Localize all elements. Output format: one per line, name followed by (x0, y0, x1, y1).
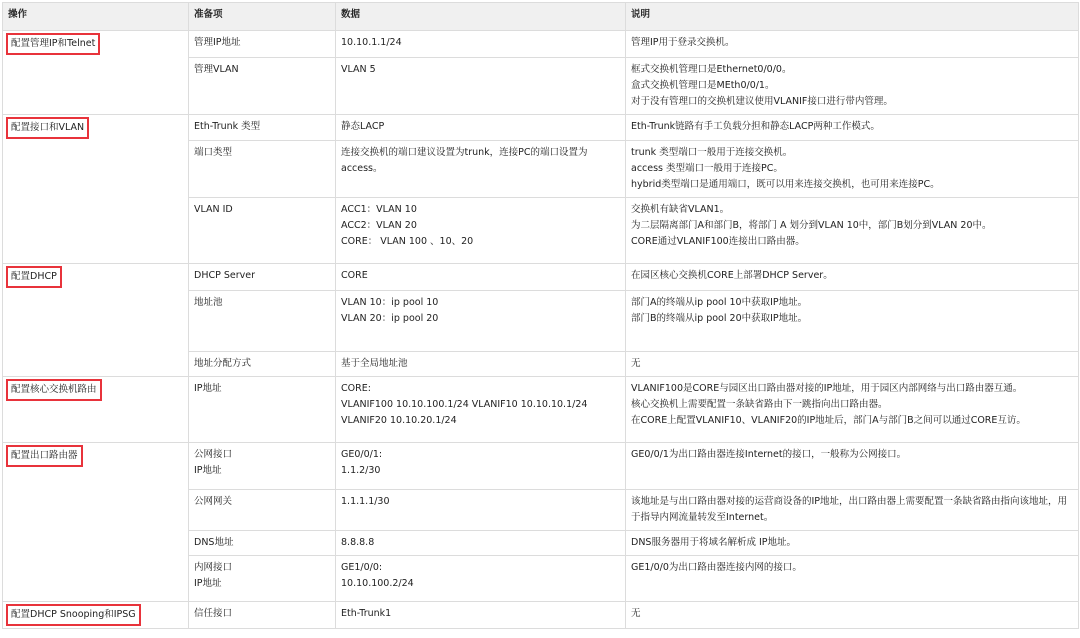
operation-cell (3, 531, 189, 556)
prep-item-cell (189, 602, 336, 629)
description-cell (626, 31, 1079, 58)
table-row (3, 57, 1079, 114)
description-line: 核心交换机上需要配置一条缺省路由下一跳指向出口路由器。 (631, 399, 888, 410)
header-data: 数据 (336, 3, 626, 31)
table-row (3, 31, 1079, 58)
data-cell (336, 490, 626, 531)
prep-item-line: IP地址 (194, 383, 222, 394)
operation-cell (3, 443, 189, 490)
data-line: 1.1.1.1/30 (341, 496, 390, 507)
description-line: 无 (631, 358, 641, 369)
operation-label: 配置DHCP (6, 266, 62, 288)
data-line: 1.1.2/30 (341, 465, 381, 476)
table-row (3, 198, 1079, 264)
data-line: VLAN 5 (341, 63, 376, 75)
data-line: 10.10.1.1/24 (341, 37, 402, 48)
prep-item-line: 地址池 (194, 297, 223, 308)
data-cell (336, 57, 626, 114)
description-text: 该地址是与出口路由器对接的运营商设备的IP地址，出口路由器上需要配置一条缺省路由指向该地址，用于指导内网流量转发至Internet。 (631, 496, 1068, 523)
description-line: CORE通过VLANIF100连接出口路由器。 (631, 236, 805, 247)
description-line: access 类型端口一般用于连接PC。 (631, 163, 783, 174)
data-cell (336, 443, 626, 490)
prep-item-cell (189, 57, 336, 114)
description-cell (626, 531, 1079, 556)
operation-label: 配置核心交换机路由 (6, 379, 102, 401)
prep-item-line: IP地址 (194, 578, 222, 589)
data-line: CORE (341, 270, 368, 281)
data-cell (336, 264, 626, 291)
operation-cell (3, 602, 189, 629)
prep-item-cell (189, 490, 336, 531)
data-line: GE1/0/0: (341, 562, 383, 573)
description-line: 对于没有管理口的交换机建议使用VLANIF接口进行带内管理。 (631, 95, 893, 107)
description-line: 在CORE上配置VLANIF10、VLANIF20的IP地址后，部门A与部门B之间可以通过CORE互访。 (631, 415, 1026, 426)
description-line: 为二层隔离部门A和部门B，将部门 A 划分到VLAN 10中，部门B划分到VLAN 20中。 (631, 220, 992, 231)
data-line: ACC2：VLAN 20 (341, 220, 417, 231)
description-cell (626, 490, 1079, 531)
data-cell (336, 556, 626, 602)
header-operation: 操作 (3, 3, 189, 31)
prep-item-line: DHCP Server (194, 270, 255, 281)
operation-cell (3, 556, 189, 602)
description-cell (626, 57, 1079, 114)
operation-cell (3, 291, 189, 352)
table-row (3, 377, 1079, 443)
config-table (2, 2, 1079, 629)
description-cell (626, 114, 1079, 141)
table-row (3, 556, 1079, 602)
table-row (3, 490, 1079, 531)
description-cell (626, 602, 1079, 629)
description-line: DNS服务器用于将域名解析成 IP地址。 (631, 537, 797, 548)
prep-item-cell (189, 141, 336, 198)
table-row (3, 602, 1079, 629)
description-line: 盒式交换机管理口是MEth0/0/1。 (631, 79, 775, 91)
prep-item-line: VLAN ID (194, 204, 233, 215)
operation-cell (3, 377, 189, 443)
prep-item-cell (189, 31, 336, 58)
data-line: GE0/0/1: (341, 449, 383, 460)
description-line: 框式交换机管理口是Ethernet0/0/0。 (631, 63, 792, 75)
data-line: 静态LACP (341, 120, 385, 132)
operation-label: 配置管理IP和Telnet (6, 33, 100, 55)
table-row (3, 291, 1079, 352)
operation-cell (3, 490, 189, 531)
description-cell (626, 291, 1079, 352)
operation-cell (3, 57, 189, 114)
prep-item-line: 公网接口 (194, 449, 233, 460)
table-row (3, 443, 1079, 490)
description-line: 部门A的终端从ip pool 10中获取IP地址。 (631, 297, 808, 308)
description-line: GE1/0/0为出口路由器连接内网的接口。 (631, 562, 802, 573)
operation-cell (3, 352, 189, 377)
prep-item-line: 管理IP地址 (194, 37, 241, 48)
prep-item-line: 信任接口 (194, 608, 233, 619)
description-cell (626, 198, 1079, 264)
prep-item-cell (189, 531, 336, 556)
data-line: 8.8.8.8 (341, 537, 375, 548)
prep-item-cell (189, 443, 336, 490)
data-cell (336, 352, 626, 377)
prep-item-line: 内网接口 (194, 562, 233, 573)
description-cell (626, 264, 1079, 291)
header-row (3, 3, 1079, 31)
data-text: 连接交换机的端口建议设置为trunk，连接PC的端口设置为access。 (341, 147, 588, 174)
description-line: Eth-Trunk链路有手工负载分担和静态LACP两种工作模式。 (631, 120, 880, 132)
data-line: VLAN 10：ip pool 10 (341, 297, 439, 308)
table-row (3, 531, 1079, 556)
description-cell (626, 556, 1079, 602)
description-line: GE0/0/1为出口路由器连接Internet的接口，一般称为公网接口。 (631, 449, 907, 460)
prep-item-line: 地址分配方式 (194, 358, 252, 369)
data-line: Eth-Trunk1 (341, 608, 392, 619)
data-line: 10.10.100.2/24 (341, 578, 414, 589)
prep-item-line: Eth-Trunk 类型 (194, 120, 261, 132)
data-line: ACC1：VLAN 10 (341, 204, 417, 215)
table-row (3, 114, 1079, 141)
data-line: VLANIF20 10.10.20.1/24 (341, 415, 457, 426)
data-cell (336, 602, 626, 629)
prep-item-cell (189, 264, 336, 291)
data-cell (336, 198, 626, 264)
description-line: 交换机有缺省VLAN1。 (631, 204, 730, 215)
data-line: CORE： VLAN 100 、10、20 (341, 236, 474, 247)
description-line: VLANIF100是CORE与园区出口路由器对接的IP地址，用于园区内部网络与出口路由器互通。 (631, 383, 1023, 394)
data-line: VLAN 20：ip pool 20 (341, 313, 439, 324)
header-prep-item: 准备项 (189, 3, 336, 31)
prep-item-line: 端口类型 (194, 147, 233, 158)
prep-item-line: DNS地址 (194, 537, 234, 548)
data-line: CORE: (341, 383, 371, 394)
operation-cell (3, 264, 189, 291)
header-description: 说明 (626, 3, 1079, 31)
description-line: hybrid类型端口是通用端口，既可以用来连接交换机，也可用来连接PC。 (631, 179, 940, 190)
description-line: 无 (631, 608, 641, 619)
description-cell (626, 377, 1079, 443)
table-row (3, 352, 1079, 377)
operation-label: 配置接口和VLAN (6, 117, 89, 139)
data-cell (336, 377, 626, 443)
prep-item-line: 管理VLAN (194, 63, 239, 75)
data-cell (336, 291, 626, 352)
table-row (3, 264, 1079, 291)
prep-item-line: IP地址 (194, 465, 222, 476)
data-cell (336, 114, 626, 141)
operation-label: 配置DHCP Snooping和IPSG (6, 604, 141, 626)
description-cell (626, 352, 1079, 377)
description-cell (626, 443, 1079, 490)
data-cell (336, 531, 626, 556)
operation-cell (3, 198, 189, 264)
prep-item-cell (189, 352, 336, 377)
description-line: trunk 类型端口一般用于连接交换机。 (631, 147, 793, 158)
data-cell (336, 141, 626, 198)
description-cell (626, 141, 1079, 198)
data-line: VLANIF100 10.10.100.1/24 VLANIF10 10.10.10.1/24 (341, 399, 588, 410)
operation-cell (3, 141, 189, 198)
operation-label: 配置出口路由器 (6, 445, 83, 467)
operation-cell (3, 31, 189, 58)
data-line: 基于全局地址池 (341, 358, 408, 369)
table-row (3, 141, 1079, 198)
prep-item-cell (189, 377, 336, 443)
description-line: 在园区核心交换机CORE上部署DHCP Server。 (631, 270, 833, 281)
description-line: 管理IP用于登录交换机。 (631, 37, 735, 48)
prep-item-cell (189, 198, 336, 264)
operation-cell (3, 114, 189, 141)
prep-item-cell (189, 291, 336, 352)
description-line: 部门B的终端从ip pool 20中获取IP地址。 (631, 313, 808, 324)
prep-item-line: 公网网关 (194, 496, 233, 507)
prep-item-cell (189, 556, 336, 602)
data-cell (336, 31, 626, 58)
prep-item-cell (189, 114, 336, 141)
